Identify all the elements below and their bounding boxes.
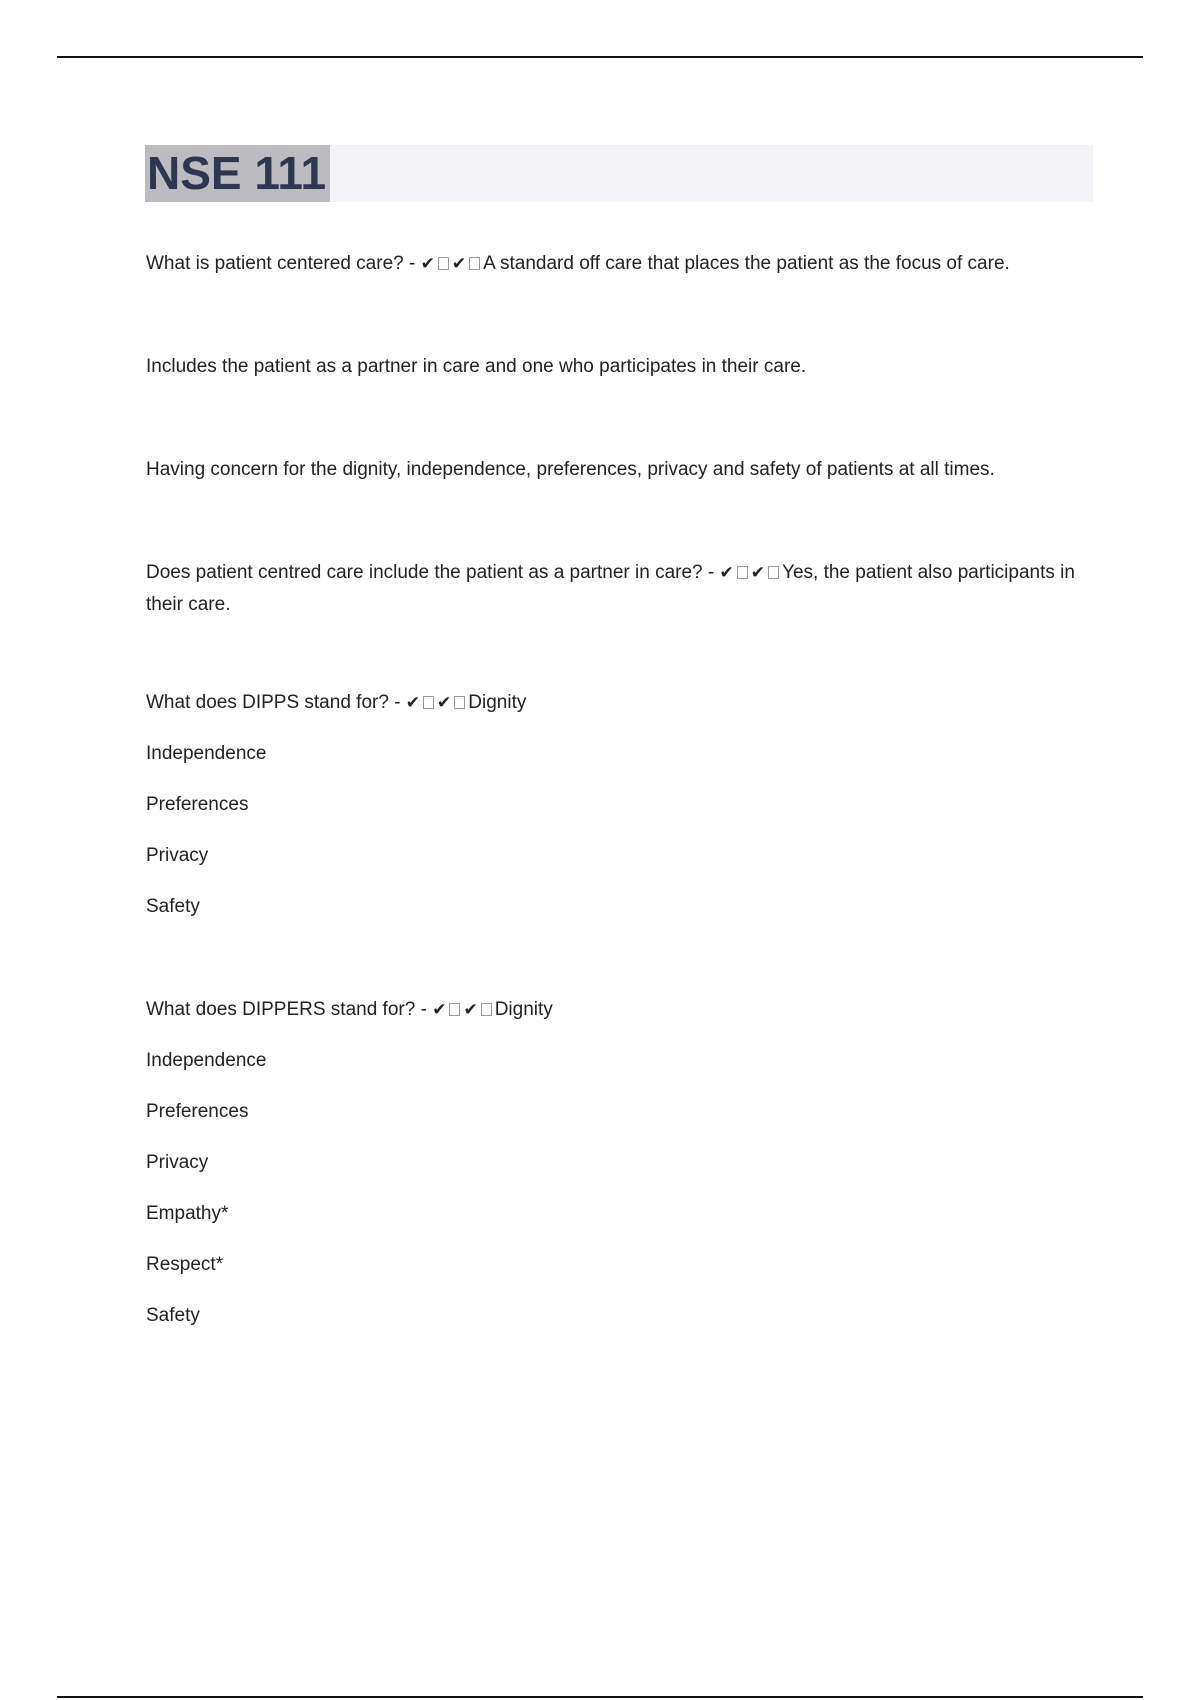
list-item: Safety xyxy=(146,896,200,917)
empty-box-icon xyxy=(768,566,779,579)
qa-line-3 xyxy=(146,687,1096,738)
check-icon: ✔ xyxy=(432,1000,447,1020)
qa-line-1 xyxy=(146,248,1096,280)
answer-text: Dignity xyxy=(494,999,553,1020)
question-text: What does DIPPS stand for? - xyxy=(146,692,406,713)
empty-box-icon xyxy=(481,1003,492,1016)
answer-paragraph: Includes the patient as a partner in care and one who participates in their care. xyxy=(146,356,807,377)
check-icon: ✔ xyxy=(451,254,467,274)
title-band xyxy=(145,145,1093,202)
qa-line-4 xyxy=(146,994,1096,1045)
answer-text: A standard off care that places the patient as the focus of care. xyxy=(483,253,1010,274)
list-item: Privacy xyxy=(146,845,209,866)
list-item: Empathy* xyxy=(146,1203,229,1224)
list-item: Independence xyxy=(146,1050,267,1071)
check-icon: ✔ xyxy=(437,693,452,713)
empty-box-icon xyxy=(423,696,434,709)
list-item: Preferences xyxy=(146,794,249,815)
empty-box-icon xyxy=(454,696,465,709)
answer-paragraph: Having concern for the dignity, independence, preferences, privacy and safety of patients at all times. xyxy=(146,459,995,480)
check-icon: ✔ xyxy=(405,693,421,713)
question-text: What is patient centered care? - xyxy=(146,253,421,274)
document-title: NSE 111 xyxy=(145,145,330,202)
qa-line-2 xyxy=(146,557,1096,621)
check-icon: ✔ xyxy=(420,254,435,274)
list-item: Independence xyxy=(146,743,267,764)
list-item: Respect* xyxy=(146,1254,224,1275)
empty-box-icon xyxy=(469,257,480,270)
list-item: Safety xyxy=(146,1305,200,1326)
answer-text: Dignity xyxy=(468,692,527,713)
list-item: Privacy xyxy=(146,1152,209,1173)
empty-box-icon xyxy=(449,1003,460,1016)
header-rule xyxy=(57,56,1143,58)
question-text: Does patient centred care include the patient as a partner in care? - xyxy=(146,562,720,583)
document-body xyxy=(146,248,1096,1351)
empty-box-icon xyxy=(737,566,748,579)
check-icon: ✔ xyxy=(719,563,734,583)
footer-rule xyxy=(57,1696,1143,1698)
list-item: Preferences xyxy=(146,1101,249,1122)
check-icon: ✔ xyxy=(463,1000,478,1020)
question-text: What does DIPPERS stand for? - xyxy=(146,999,433,1020)
check-icon: ✔ xyxy=(750,563,766,583)
answer-text: Yes, the patient also participants in their care. xyxy=(146,562,1075,615)
empty-box-icon xyxy=(438,257,449,270)
